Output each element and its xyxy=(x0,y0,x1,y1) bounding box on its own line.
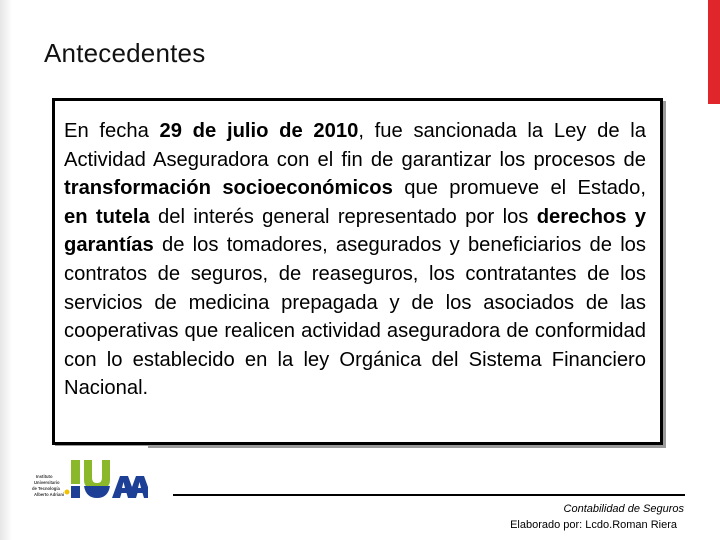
body-text-segment: , fue sancionada la Ley de la Actividad Aseguradora con el fin de garantizar los procesos de xyxy=(64,120,646,171)
logo-caption-line: Universitario xyxy=(34,480,60,485)
iuaa-logo-graphic xyxy=(18,446,148,520)
logo-caption-line: Alberto Adriani xyxy=(34,492,65,497)
left-edge-shade xyxy=(0,0,12,540)
body-text-bold: derechos y garantías xyxy=(64,205,646,257)
red-accent-bar xyxy=(708,0,720,104)
body-text-bold: 29 de julio de 2010 xyxy=(159,120,359,142)
footer-course-name: Contabilidad de Seguros xyxy=(563,503,684,515)
logo-letter-u xyxy=(84,460,110,487)
body-text-segment: del interés general representado por los xyxy=(149,205,537,228)
logo-letter-u-base xyxy=(84,486,110,498)
logo-caption-line: de Tecnología xyxy=(32,486,60,491)
body-text-segment: En fecha xyxy=(64,120,160,142)
logo-letter-i-base xyxy=(71,486,80,498)
logo-caption-line: Instituto xyxy=(36,474,53,479)
body-text-segment: de los tomadores, asegurados y beneficiarios de los contratos de seguros, de reaseguros, los contratantes de los servicios de medicina prepagada y de los asociados de las cooperativas que realicen actividad aseguradora de conformidad con lo establecido en la ley Orgánica del Sistema Financiero Nacional. xyxy=(64,234,646,400)
institution-logo xyxy=(18,446,148,520)
body-paragraph xyxy=(64,117,646,403)
slide-title: Antecedentes xyxy=(44,38,206,68)
logo-dot xyxy=(65,490,70,495)
body-text-box xyxy=(52,98,663,445)
body-text-bold: en tutela xyxy=(64,205,150,228)
body-text-bold: transformación socioeconómicos xyxy=(64,177,393,200)
footer-author: Elaborado por: Lcdo.Roman Riera xyxy=(510,519,677,531)
body-text-segment: que promueve el Estado, xyxy=(392,177,646,200)
footer-divider xyxy=(173,494,685,496)
logo-letter-i xyxy=(71,460,80,484)
